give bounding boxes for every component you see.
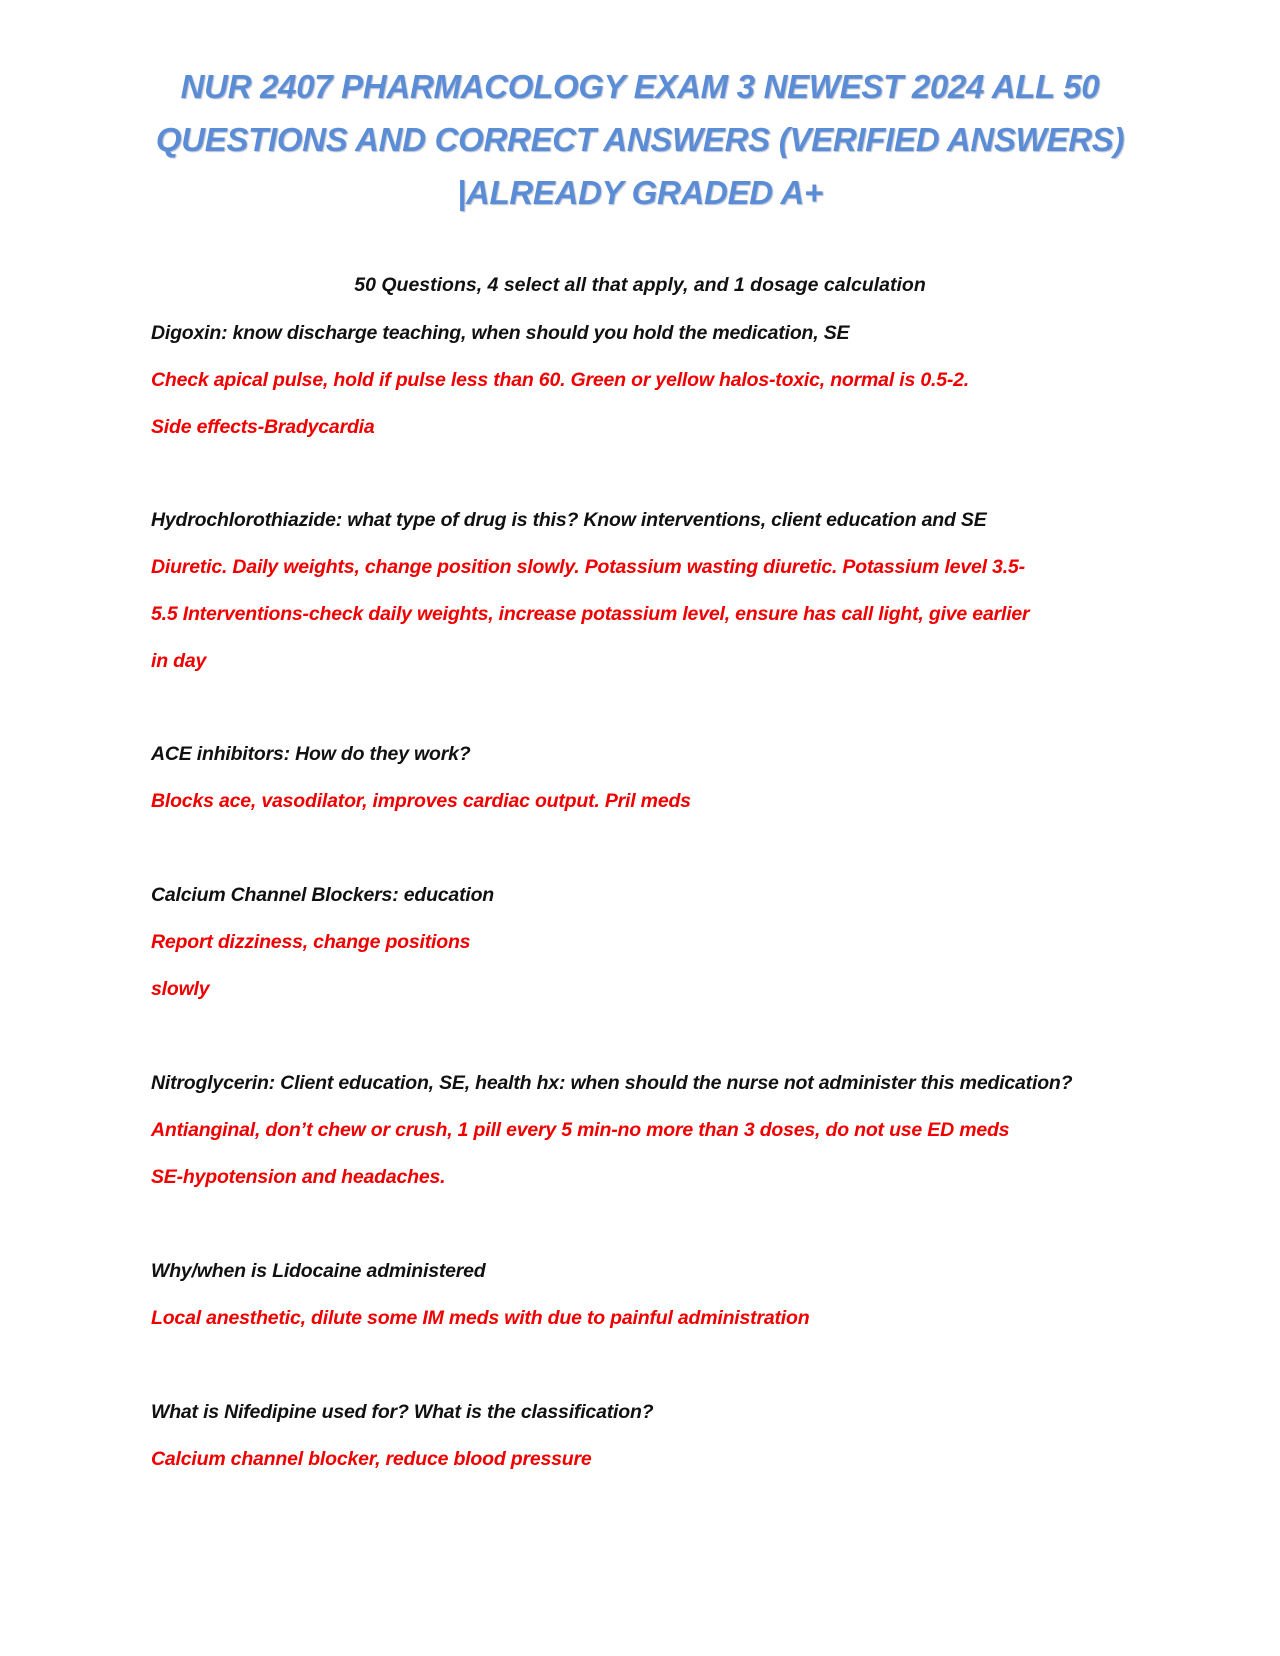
question-hydrochlorothiazide: Hydrochlorothiazide: what type of drug is this? Know interventions, client education and SE [151,509,987,531]
question-digoxin: Digoxin: know discharge teaching, when should you hold the medication, SE [151,322,850,344]
answer-nitroglycerin-line-2: SE-hypotension and headaches. [151,1166,446,1188]
title-line-3: |ALREADY GRADED A+ [457,174,823,211]
answer-ace-inhibitors-line-1: Blocks ace, vasodilator, improves cardiac output. Pril meds [151,790,691,812]
question-nitroglycerin: Nitroglycerin: Client education, SE, health hx: when should the nurse not administer this medication? [151,1072,1073,1094]
answer-calcium-channel-blockers-line-1: Report dizziness, change positions [151,931,471,953]
question-ace-inhibitors: ACE inhibitors: How do they work? [151,743,471,765]
answer-hydrochlorothiazide-line-3: in day [151,650,207,672]
document-title [140,60,1140,219]
answer-nitroglycerin-line-1: Antianginal, don’t chew or crush, 1 pill every 5 min-no more than 3 doses, do not use ED meds [151,1119,1010,1141]
question-calcium-channel-blockers: Calcium Channel Blockers: education [151,884,495,906]
question-nifedipine: What is Nifedipine used for? What is the classification? [151,1401,654,1423]
title-line-2: QUESTIONS AND CORRECT ANSWERS (VERIFIED ANSWERS) [155,121,1125,158]
answer-digoxin-line-2: Side effects-Bradycardia [151,416,375,438]
question-lidocaine: Why/when is Lidocaine administered [151,1260,486,1282]
answer-calcium-channel-blockers-line-2: slowly [151,978,210,1000]
answer-hydrochlorothiazide-line-1: Diuretic. Daily weights, change position slowly. Potassium wasting diuretic. Potassium level 3.5- [151,556,1025,578]
answer-hydrochlorothiazide-line-2: 5.5 Interventions-check daily weights, increase potassium level, ensure has call light, give earlier [151,603,1030,625]
answer-nifedipine-line-1: Calcium channel blocker, reduce blood pressure [151,1448,592,1470]
answer-digoxin-line-1: Check apical pulse, hold if pulse less than 60. Green or yellow halos-toxic, normal is 0.5-2. [151,369,969,391]
title-line-1: NUR 2407 PHARMACOLOGY EXAM 3 NEWEST 2024 ALL 50 [180,68,1100,105]
document-subtitle: 50 Questions, 4 select all that apply, and 1 dosage calculation [354,274,926,296]
answer-lidocaine-line-1: Local anesthetic, dilute some IM meds with due to painful administration [151,1307,810,1329]
